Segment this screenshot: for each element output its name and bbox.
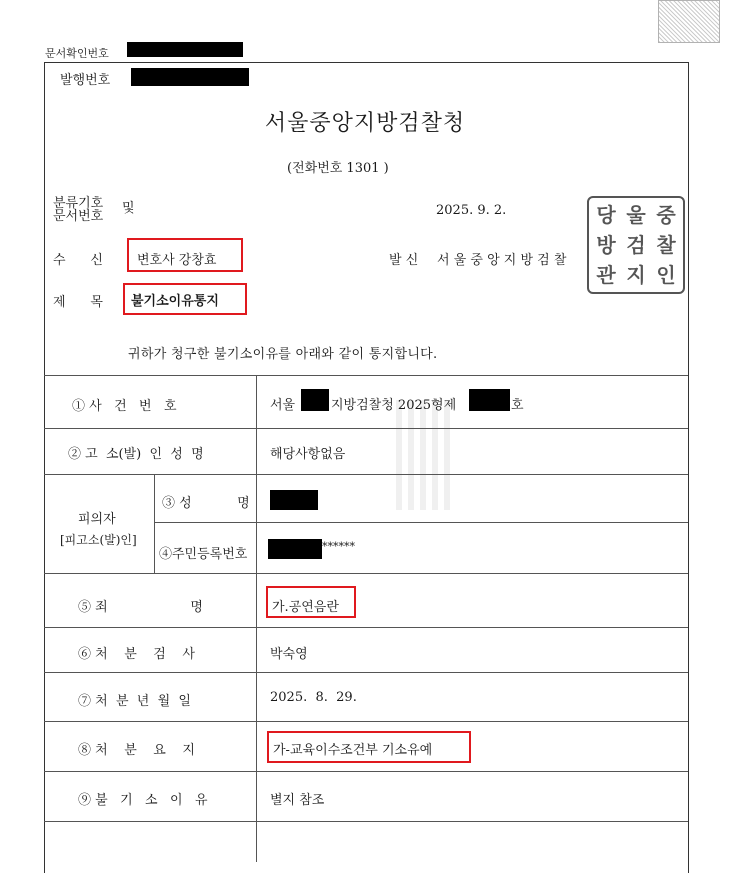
case-number-middle: 지방검찰청 2025형제 — [331, 398, 457, 413]
table-line — [44, 428, 688, 429]
subject-value: 불기소이유통지 — [131, 294, 219, 309]
document-barcode — [658, 0, 720, 43]
watermark-bars — [396, 400, 456, 510]
case-number-label: ① 사 건 번 호 — [72, 399, 177, 414]
charge-label: ⑤ 죄 명 — [78, 600, 203, 615]
redacted-district — [301, 389, 329, 411]
table-line — [44, 672, 688, 673]
non-indictment-reason-value: 별지 참조 — [270, 793, 325, 808]
charge-value: 가.공연음란 — [272, 600, 339, 615]
classification-label: 분류기호 문서번호 — [53, 196, 104, 224]
redacted-rrn — [268, 539, 322, 559]
charge-highlight-box — [266, 586, 356, 618]
recipient-value: 변호사 강창효 — [137, 253, 217, 268]
recipient-label: 수 신 — [53, 253, 103, 268]
rrn-label: ④주민등록번호 — [159, 547, 248, 562]
issue-no-label: 발행번호 — [60, 73, 111, 88]
prosecutor-label: ⑥ 처 분 검 사 — [78, 647, 195, 662]
prosecutor-value: 박숙영 — [270, 647, 308, 662]
subject-label: 제 목 — [53, 295, 103, 310]
table-line — [44, 821, 688, 822]
recipient-highlight-box — [127, 238, 243, 272]
case-number-suffix: 호 — [511, 398, 524, 413]
rrn-masked-suffix: ****** — [322, 540, 355, 553]
agency-title: 서울중앙지방검찰청 — [264, 111, 466, 136]
disposition-date-label: ⑦ 처 분 년 월 일 — [78, 694, 191, 709]
disposition-summary-label: ⑧ 처 분 요 지 — [78, 743, 195, 758]
complainant-value: 해당사항없음 — [270, 447, 346, 462]
table-line — [44, 721, 688, 722]
table-line — [154, 522, 688, 523]
table-column-divider — [256, 375, 257, 862]
sender-label: 발 신 — [389, 253, 419, 268]
suspect-sublabel: [피고소(발)인] — [60, 533, 137, 547]
disposition-summary-highlight-box — [267, 731, 471, 763]
redacted-issue-number — [131, 68, 249, 86]
table-line — [44, 474, 688, 475]
notice-text: 귀하가 청구한 불기소이유를 아래와 같이 통지합니다. — [128, 347, 438, 362]
table-column-divider — [154, 474, 155, 573]
complainant-label: ② 고 소(발) 인 성 명 — [68, 447, 204, 462]
suspect-label: 피의자 — [78, 512, 116, 527]
redacted-suspect-name — [270, 490, 318, 510]
table-line — [44, 375, 688, 376]
table-line — [44, 573, 688, 574]
disposition-date-value: 2025. 8. 29. — [270, 690, 357, 705]
non-indictment-reason-label: ⑨ 불 기 소 이 유 — [78, 793, 208, 808]
case-number-prefix: 서울 — [270, 398, 296, 413]
table-line — [44, 771, 688, 772]
document-date: 2025. 9. 2. — [436, 203, 507, 218]
redacted-case-number — [469, 389, 510, 411]
agency-phone: (전화번호 1301 ) — [287, 161, 389, 176]
classification-and: 및 — [122, 201, 135, 216]
disposition-summary-value: 가-교육이수조건부 기소유예 — [273, 743, 433, 758]
suspect-name-label: ③ 성 명 — [162, 496, 250, 511]
table-line — [44, 627, 688, 628]
subject-highlight-box — [123, 283, 247, 315]
doc-confirm-label: 문서확인번호 — [45, 47, 109, 60]
official-seal: 당 울 중 방 검 찰 관 지 인 — [587, 196, 685, 294]
redacted-doc-confirm-number — [127, 42, 243, 57]
sender-value: 서 울 중 앙 지 방 검 찰 — [437, 253, 567, 268]
